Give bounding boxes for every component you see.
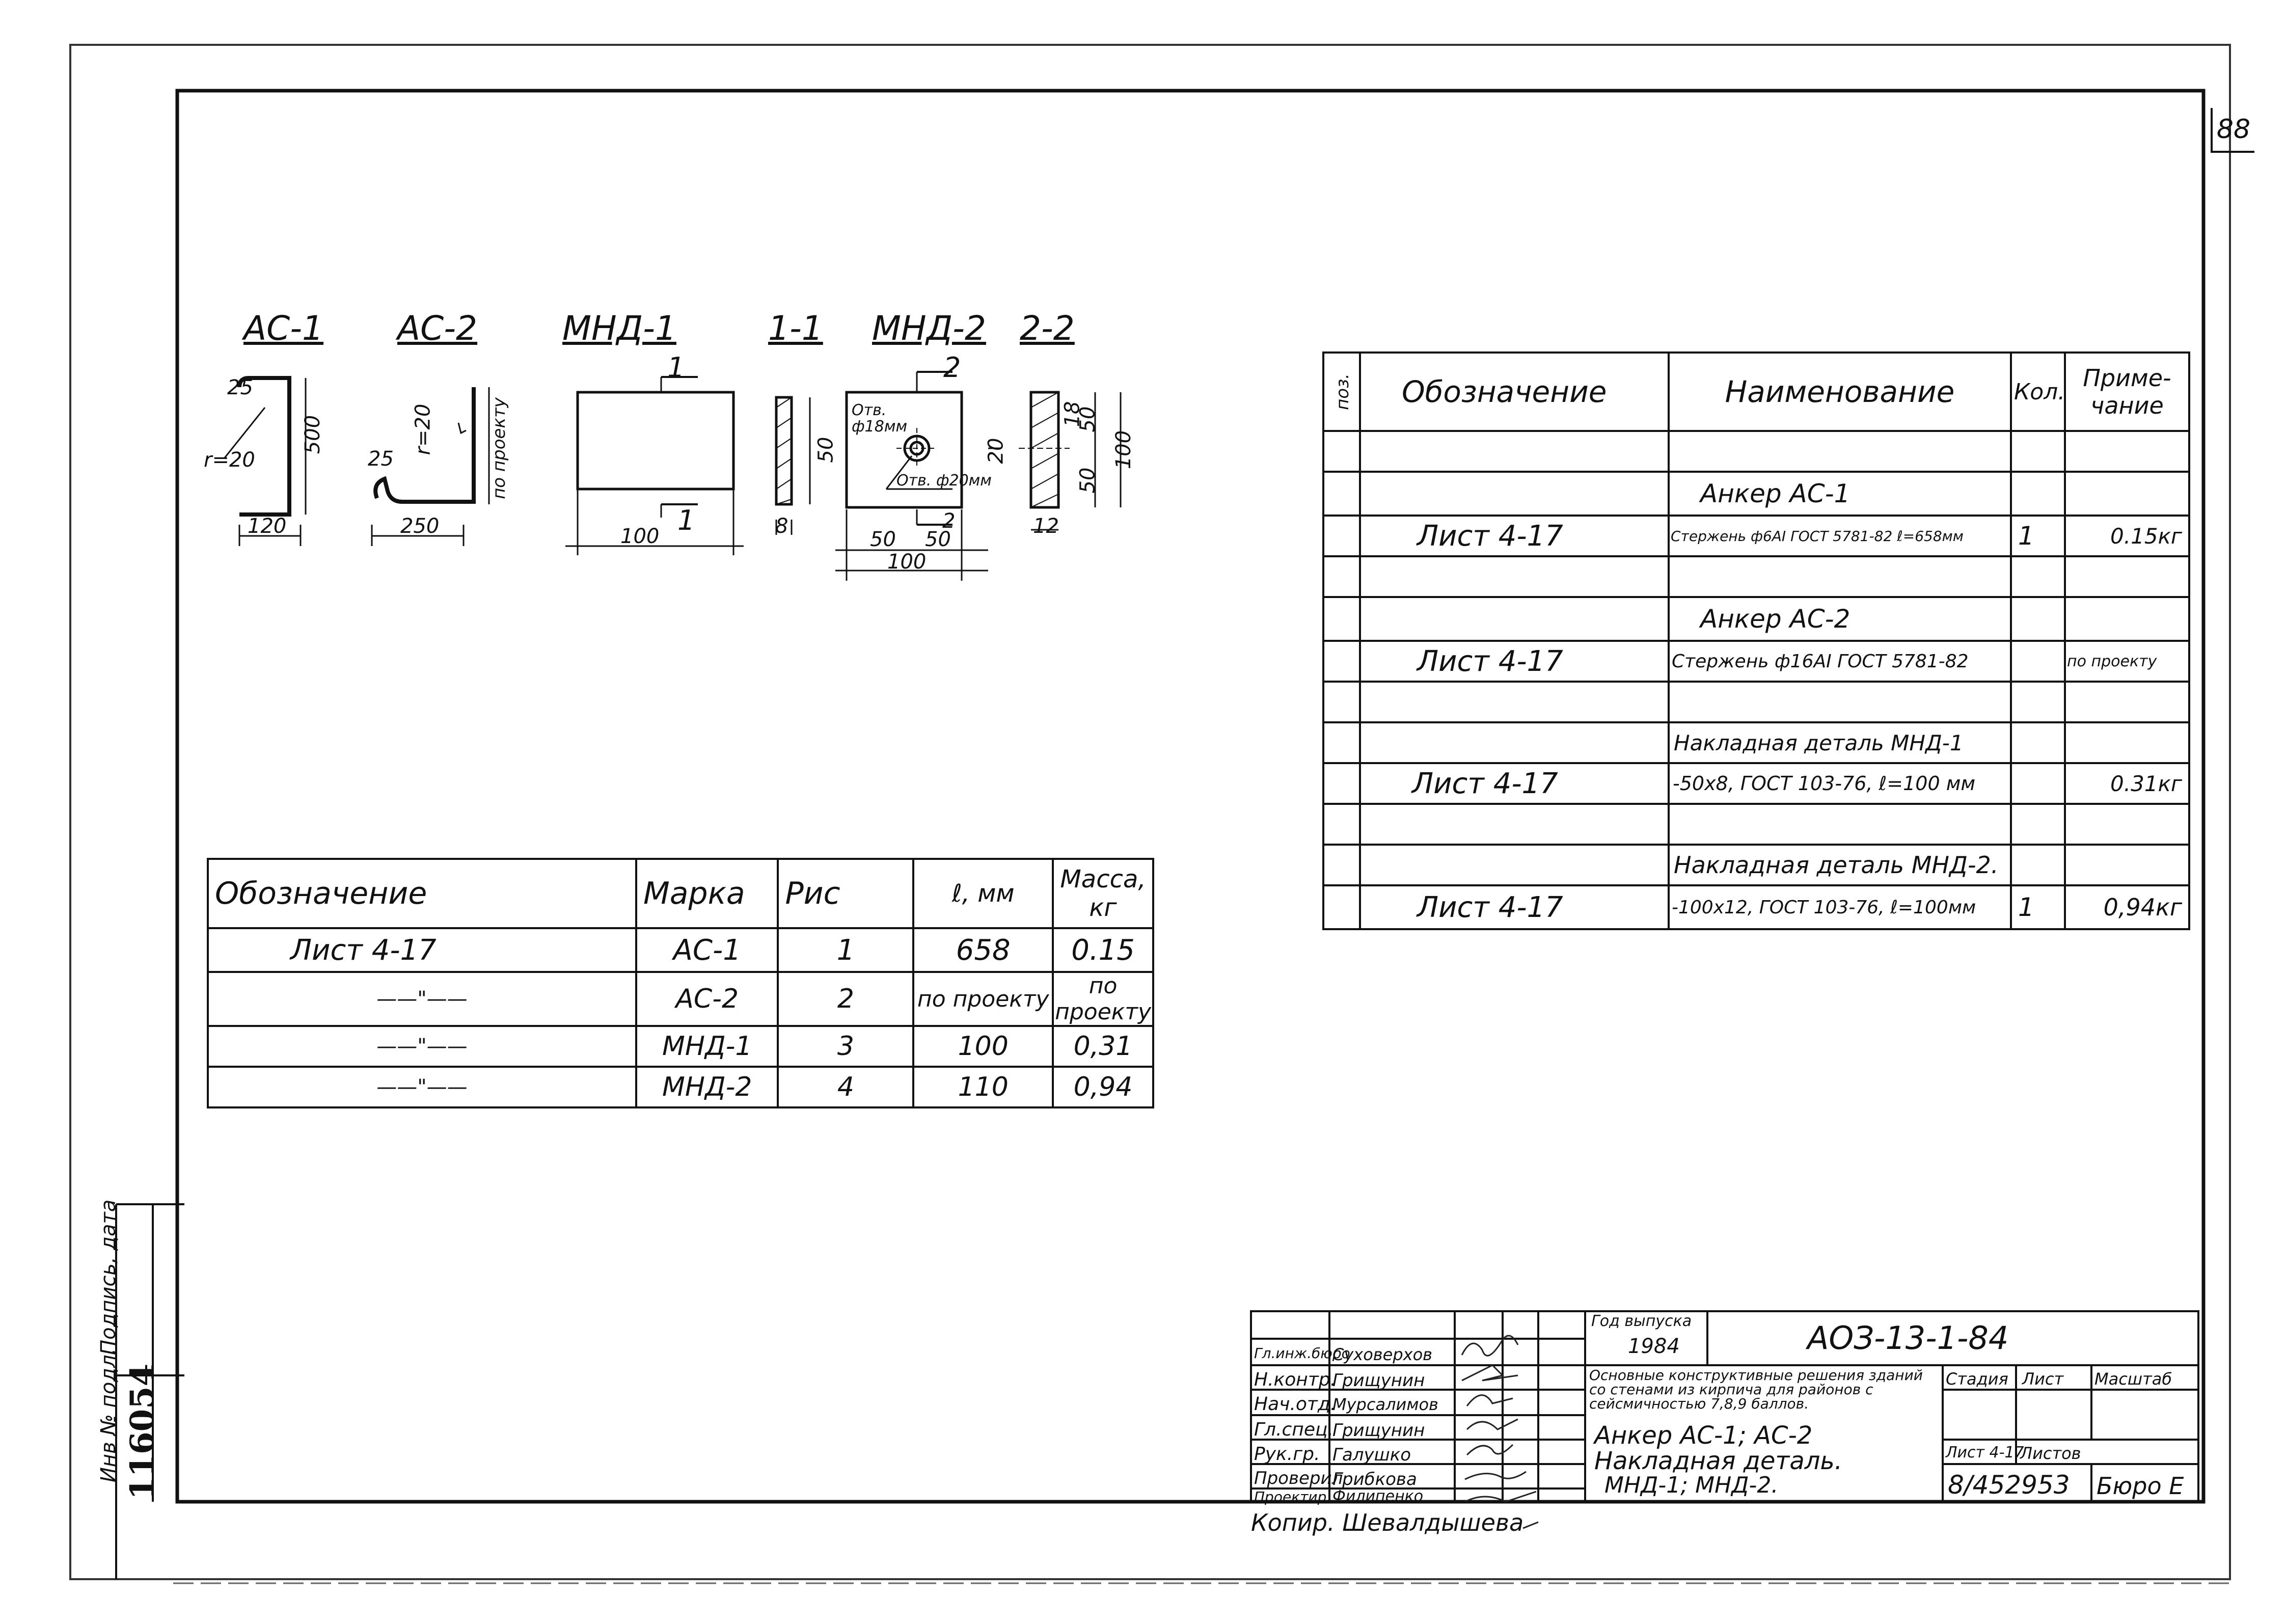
cell-fig: 1	[778, 928, 913, 972]
inv-number: 116054	[123, 1363, 161, 1500]
mnd2-dim-20: 20	[984, 438, 1008, 464]
project-description: Основные конструктивные решения зданий со стенами из кирпича для районов с сейсмичностью 7,8,9 баллов.	[1589, 1367, 1923, 1412]
ac2-dim-250: 250	[400, 515, 440, 538]
name-7: Филипенко	[1332, 1487, 1424, 1505]
cell-designation: Лист 4-17	[1360, 885, 1669, 929]
cell-note: по проекту	[2065, 641, 2189, 682]
name-2: Грищунин	[1332, 1370, 1425, 1391]
title-section-1: 1-1	[768, 309, 823, 348]
cell-length: 110	[913, 1067, 1053, 1107]
ac1-dim-500: 500	[301, 415, 325, 454]
mnd1-dim-100: 100	[620, 525, 660, 548]
col-header-note: Приме-чание	[2065, 353, 2189, 431]
s22-dim-50-bottom: 50	[1076, 467, 1100, 494]
ac1-dim-radius: r=20	[204, 448, 255, 472]
cell-fig: 4	[778, 1067, 913, 1107]
cell-note: 0,94кг	[2065, 885, 2189, 929]
cell-designation: Лист 4-17	[208, 928, 636, 972]
mnd2-dim-100: 100	[887, 550, 927, 574]
group-title: Анкер АС-1	[1669, 472, 2011, 516]
cell-mark: АС-1	[636, 928, 778, 972]
sheet-ref: Лист 4-17	[1946, 1444, 2024, 1461]
col-header-fig: Рис	[778, 859, 913, 928]
cell-mark: АС-2	[636, 972, 778, 1026]
cell-length: по проекту	[913, 972, 1053, 1026]
cell-designation: Лист 4-17	[1360, 516, 1669, 556]
s22-dim-12: 12	[1033, 515, 1059, 538]
name-6: Грибкова	[1332, 1469, 1417, 1490]
cell-note: 0.31кг	[2065, 763, 2189, 804]
name-4: Грищунин	[1332, 1420, 1425, 1441]
cell-length: 100	[913, 1026, 1053, 1067]
sheets-label: Листов	[2020, 1444, 2081, 1463]
s11-dim-8: 8	[775, 515, 788, 538]
group-title: Анкер АС-2	[1669, 597, 2011, 641]
cell-note: 0.15кг	[2065, 516, 2189, 556]
sheet-label: Лист	[2022, 1369, 2064, 1389]
ac1-dim-25: 25	[227, 376, 253, 399]
mnd2-section-mark-bottom: 2	[942, 509, 956, 533]
col-header-mark: Марка	[636, 859, 778, 928]
cell-mass: 0.15	[1053, 928, 1153, 972]
title-ac2: АС-2	[397, 309, 478, 348]
year-label: Год выпуска	[1591, 1312, 1692, 1330]
cell-designation: ——"——	[208, 1067, 636, 1107]
cell-name: -100х12, ГОСТ 103-76, ℓ=100мм	[1669, 885, 2011, 929]
cell-mass: 0,31	[1053, 1026, 1153, 1067]
mnd2-hole-note-20: Отв. ф20мм	[896, 472, 992, 490]
name-3: Мурсалимов	[1332, 1395, 1438, 1414]
drawing-title-line-1: Анкер АС-1; АС-2	[1594, 1421, 1813, 1450]
ac1-dim-120: 120	[248, 515, 287, 538]
col-header-pos: поз.	[1323, 353, 1360, 431]
archive-number: 8/452953	[1948, 1470, 2070, 1500]
col-header-designation: Обозначение	[1360, 353, 1669, 431]
cell-mark: МНД-1	[636, 1026, 778, 1067]
cell-name: Стержень ф6АI ГОСТ 5781-82 ℓ=658мм	[1669, 516, 2011, 556]
scale-label: Масштаб	[2094, 1369, 2172, 1389]
col-header-qty: Кол.	[2011, 353, 2065, 431]
cell-qty: 1	[2011, 516, 2065, 556]
cell-fig: 3	[778, 1026, 913, 1067]
ac2-dim-25: 25	[368, 447, 394, 471]
cell-designation: ——"——	[208, 1026, 636, 1067]
name-1: Суховерхов	[1332, 1345, 1433, 1364]
cell-mass: по проекту	[1053, 972, 1153, 1026]
role-checked: Проверил	[1254, 1468, 1343, 1488]
role-norm-control: Н.контр.	[1254, 1369, 1337, 1390]
cell-designation: ——"——	[208, 972, 636, 1026]
cell-name: Стержень ф16АI ГОСТ 5781-82	[1669, 641, 2011, 682]
cell-qty: 1	[2011, 885, 2065, 929]
col-header-name: Наименование	[1669, 353, 2011, 431]
group-title: Накладная деталь МНД-2.	[1669, 845, 2011, 885]
title-mnd2: МНД-2	[872, 309, 986, 348]
copied-by: Копир. Шевалдышева	[1251, 1509, 1524, 1536]
mnd2-hole-note-18: Отв. ф18мм	[852, 401, 908, 436]
cell-designation: Лист 4-17	[1360, 641, 1669, 682]
col-header-designation: Обозначение	[208, 859, 636, 928]
title-section-2: 2-2	[1020, 309, 1075, 348]
cell-mass: 0,94	[1053, 1067, 1153, 1107]
drawing-title-line-2: Накладная деталь.	[1594, 1447, 1843, 1475]
cell-length: 658	[913, 928, 1053, 972]
sign-date-label: Подпись, дата	[97, 1199, 120, 1355]
role-chief-engineer: Гл.инж.бюро	[1254, 1345, 1350, 1362]
mnd2-dim-50-right: 50	[925, 528, 951, 551]
group-title: Накладная деталь МНД-1	[1669, 722, 2011, 763]
s11-dim-50: 50	[814, 437, 838, 463]
name-5: Галушко	[1332, 1445, 1411, 1465]
document-code: АОЗ-13-1-84	[1807, 1319, 2009, 1357]
title-ac1: АС-1	[243, 309, 324, 348]
role-group-lead: Рук.гр.	[1254, 1444, 1320, 1465]
cell-fig: 2	[778, 972, 913, 1026]
mnd1-section-mark-bottom: 1	[677, 504, 695, 536]
s22-dim-18: 18	[1060, 401, 1084, 427]
drawing-title-line-3: МНД-1; МНД-2.	[1604, 1472, 1779, 1498]
title-mnd1: МНД-1	[562, 309, 676, 348]
year-value: 1984	[1628, 1335, 1680, 1358]
bureau: Бюро Е	[2097, 1472, 2184, 1500]
role-dept-head: Нач.отд.	[1254, 1394, 1337, 1415]
cell-designation: Лист 4-17	[1360, 763, 1669, 804]
col-header-mass: Масса, кг	[1053, 859, 1153, 928]
cell-mark: МНД-2	[636, 1067, 778, 1107]
sheet-number: 88	[2211, 108, 2254, 153]
mnd2-dim-50-left: 50	[870, 528, 896, 551]
stage-label: Стадия	[1946, 1369, 2008, 1389]
role-chief-specialist: Гл.спец.	[1254, 1419, 1334, 1440]
s22-dim-100: 100	[1112, 430, 1136, 470]
s22-dim-50-top: 50	[1076, 406, 1100, 432]
inv-label: Инв № подл.	[97, 1348, 120, 1482]
cell-name: -50х8, ГОСТ 103-76, ℓ=100 мм	[1669, 763, 2011, 804]
ac2-dim-radius: r=20	[411, 403, 435, 455]
mnd2-section-mark-top: 2	[943, 351, 961, 384]
col-header-length: ℓ, мм	[913, 859, 1053, 928]
ac2-dim-by-project: по проекту	[488, 397, 509, 499]
role-designer: Проектир.	[1254, 1488, 1331, 1505]
mnd1-section-mark-top: 1	[667, 351, 685, 384]
